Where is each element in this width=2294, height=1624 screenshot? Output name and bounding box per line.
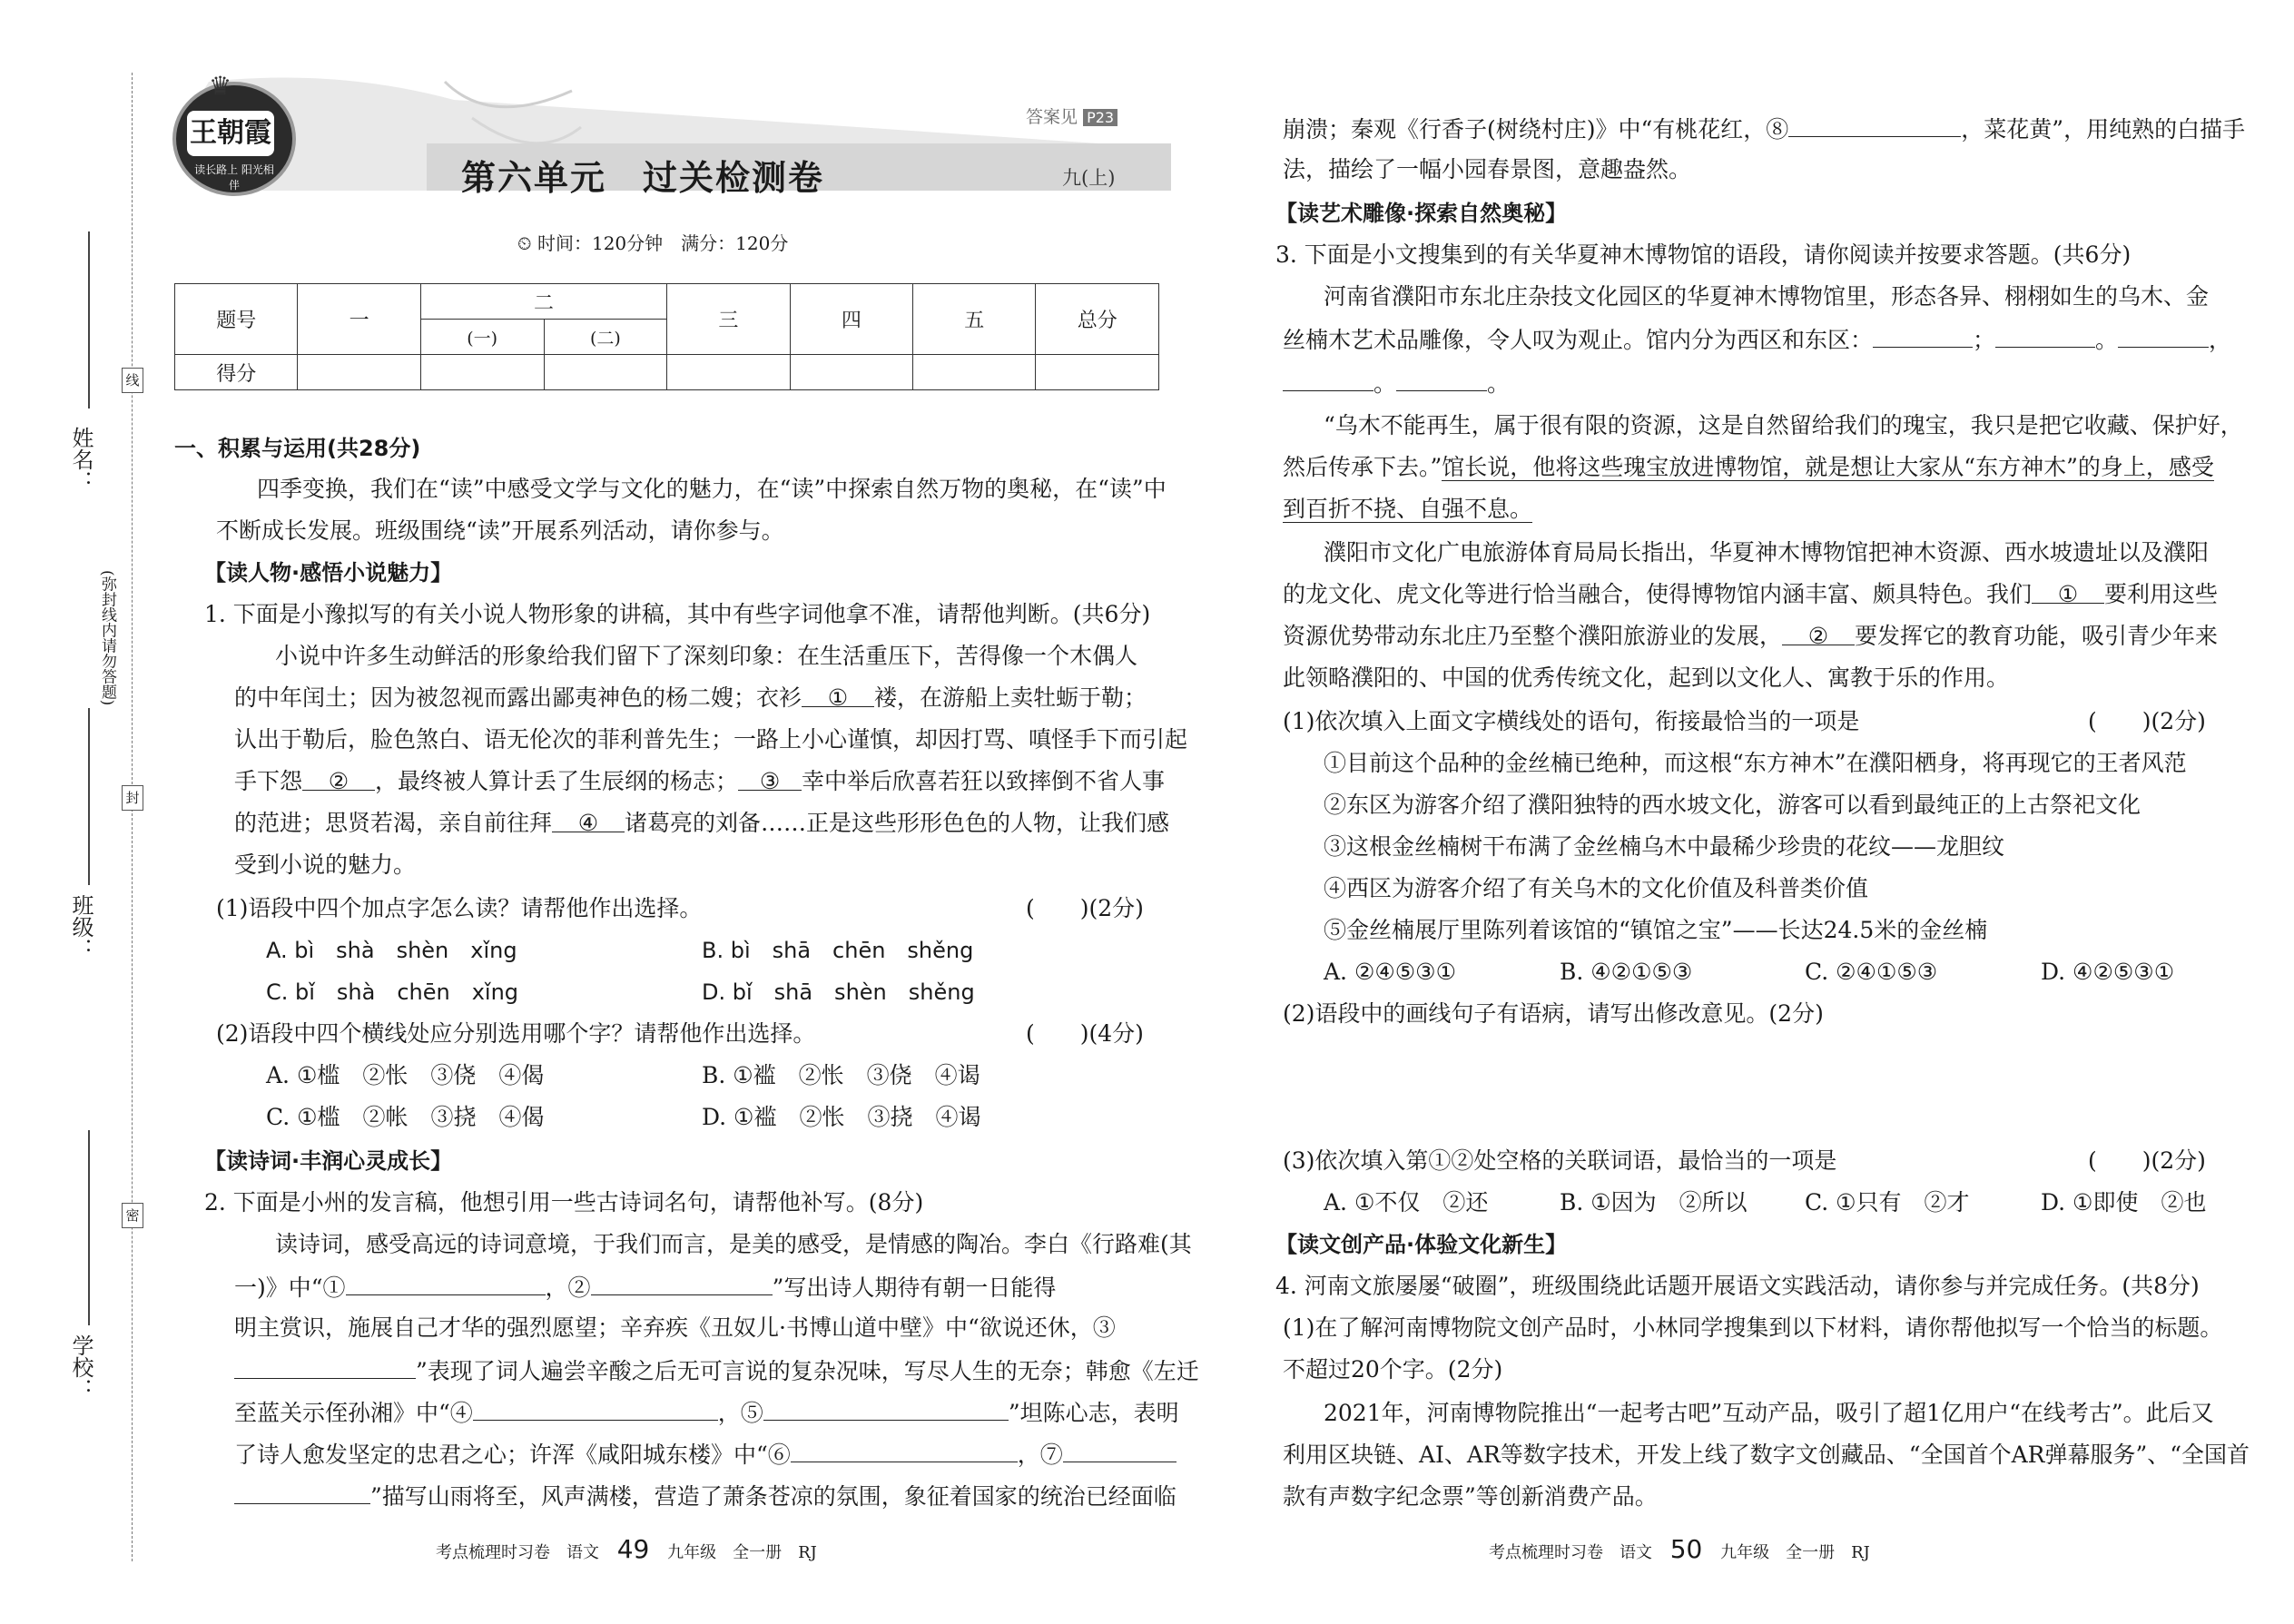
section-heading: 一、积累与运用(共28分) — [174, 436, 421, 461]
table-header: 总分 — [1036, 284, 1159, 355]
grade-tag: 九(上) — [1062, 167, 1116, 189]
sentence-option: ④西区为游客介绍了有关乌木的文化价值及科普类价值 — [1324, 875, 1869, 901]
dashed-seal-line — [132, 73, 133, 1561]
option-a[interactable]: A. ①不仅 ②还 — [1324, 1189, 1489, 1216]
crown-icon: ♛ — [209, 71, 232, 101]
passage-line: 受到小说的魅力。 — [234, 851, 417, 878]
answer-bracket[interactable]: ( )(4分) — [1026, 1020, 1144, 1047]
option-d[interactable]: D. ①即使 ②也 — [2041, 1189, 2207, 1216]
underlined-sentence: 到百折不挠、自强不息。 — [1283, 496, 1533, 522]
table-header: 四 — [790, 284, 912, 355]
option-b[interactable]: B. ④②①⑤③ — [1560, 959, 1693, 985]
subsection-tag: 【读文创产品·体验文化新生】 — [1275, 1232, 1568, 1257]
option-a[interactable]: A. ②④⑤③① — [1324, 959, 1457, 985]
passage-line: 濮阳市文化广电旅游体育局局长指出，华夏神木博物馆把神木资源、西水坡遗址以及濮阳 — [1324, 539, 2210, 566]
table-header: 题号 — [175, 284, 298, 355]
option-c[interactable]: C. ①只有 ②才 — [1805, 1189, 1970, 1216]
option-d[interactable]: D. ④②⑤③① — [2041, 959, 2175, 985]
option-a[interactable]: A. ①槛 ②怅 ③侥 ④偈 — [266, 1062, 545, 1088]
poem-blank-4[interactable] — [473, 1396, 718, 1421]
time-info: ⏲ 时间：120分钟 满分：120分 — [517, 232, 789, 254]
logo-name: 王朝霞 — [187, 111, 274, 156]
fill-blank-4[interactable]: ④ — [552, 808, 625, 832]
passage-line: 明主赏识，施展自己才华的强烈愿望；辛弃疾《丑奴儿·书博山道中壁》中“欲说还休，③ — [234, 1314, 1116, 1341]
name-line[interactable] — [88, 231, 90, 408]
score-cell[interactable] — [544, 355, 667, 390]
fill-blank-2[interactable]: ② — [302, 766, 375, 791]
sub-question: (1)语段中四个加点字怎么读？请帮他作出选择。 — [216, 895, 703, 921]
connective-blank-1[interactable]: ① — [2032, 579, 2104, 604]
passage-line: 。 。 — [1283, 367, 1510, 399]
passage-line: “乌木不能再生，属于很有限的资源，这是自然留给我们的瑰宝，我只是把它收藏、保护好， — [1324, 412, 2243, 438]
table-header: 三 — [667, 284, 790, 355]
class-label: 班级： — [68, 894, 94, 960]
connective-blank-2[interactable]: ② — [1782, 621, 1855, 645]
poem-blank-6[interactable] — [791, 1438, 1018, 1462]
option-b[interactable]: B. ①因为 ②所以 — [1560, 1189, 1748, 1216]
sentence-option: ⑤金丝楠展厅里陈列着该馆的“镇馆之宝”——长达24.5米的金丝楠 — [1324, 917, 1988, 943]
seal-char-box: 封 — [122, 785, 143, 811]
question-stem: 3. 下面是小文搜集到的有关华夏神木博物馆的语段，请你阅读并按要求答题。(共6分) — [1275, 241, 2132, 268]
fill-blank-1[interactable]: ① — [802, 683, 874, 707]
passage-line: 款有声数字纪念票”等创新消费产品。 — [1283, 1483, 1658, 1510]
poem-blank-1[interactable] — [346, 1271, 546, 1295]
answer-page-badge: P23 — [1083, 109, 1117, 126]
passage-line: 的中年闰土；因为被忽视而露出鄙夷神色的杨二嫂；衣衫 ① 褛，在游船上卖牡蛎于勒； — [234, 684, 1147, 711]
seal-char-box: 密 — [122, 1203, 143, 1228]
passage-line: 此领略濮阳的、中国的优秀传统文化，起到以文化人、寓教于乐的作用。 — [1283, 664, 2010, 691]
option-d[interactable]: D. bǐ shā shèn shěng — [702, 979, 975, 1005]
passage-line: 一)》中“① ，② ”写出诗人期待有朝一日能得 — [234, 1271, 1056, 1304]
passage-line: 了诗人愈发坚定的忠君之心；许浑《咸阳城东楼》中“⑥ ，⑦ — [234, 1438, 1177, 1471]
score-cell[interactable] — [913, 355, 1036, 390]
class-line[interactable] — [88, 708, 90, 885]
order-blank-1[interactable] — [1873, 323, 1973, 348]
intro-text: 不断成长发展。班级围绕“读”开展系列活动，请你参与。 — [216, 517, 784, 544]
sub-question: (2)语段中的画线句子有语病，请写出修改意见。(2分) — [1283, 1000, 1824, 1027]
question-stem: 4. 河南文旅屡屡“破圈”，班级围绕此话题开展语文实践活动，请你参与并完成任务。(共8分) — [1275, 1273, 2200, 1299]
order-blank-3[interactable] — [2118, 323, 2209, 348]
sentence-option: ③这根金丝楠树干布满了金丝楠乌木中最稀少珍贵的花纹——龙胆纹 — [1324, 833, 2005, 860]
passage-line: 崩溃；秦观《行香子(树绕村庄)》中“有桃花红，⑧ ，菜花黄”，用纯熟的白描手 — [1283, 113, 2245, 145]
header — [154, 64, 1180, 200]
answer-bracket[interactable]: ( )(2分) — [2088, 708, 2206, 734]
poem-blank-8[interactable] — [1788, 113, 1961, 137]
footer-right: 考点梳理时习卷 语文 50 九年级 全一册 RJ — [1489, 1534, 1870, 1564]
subsection-tag: 【读诗词·丰润心灵成长】 — [204, 1148, 453, 1174]
question-stem: 1. 下面是小豫拟写的有关小说人物形象的讲稿，其中有些字词他拿不准，请帮他判断。(共6分) — [204, 601, 1151, 627]
poem-blank-5[interactable] — [763, 1396, 1009, 1421]
passage-line: 2021年，河南博物院推出“一起考古吧”互动产品，吸引了超1亿用户“在线考古”。此后又 — [1324, 1400, 2214, 1426]
passage-line: ”描写山雨将至，风声满楼，营造了萧条苍凉的氛围，象征着国家的统治已经面临 — [234, 1480, 1177, 1512]
table-subheader: (二) — [544, 320, 667, 355]
sub-question: 不超过20个字。(2分) — [1283, 1356, 1503, 1383]
sub-question: (1)在了解河南博物院文创产品时，小林同学搜集到以下材料，请你帮他拟写一个恰当的标题。 — [1283, 1314, 2223, 1341]
option-b[interactable]: B. bì shā chēn shěng — [702, 938, 974, 963]
logo-motto: 读长路上 阳光相伴 — [194, 163, 274, 192]
passage-line: 丝楠木艺术品雕像，令人叹为观止。馆内分为西区和东区： ； 。 ， — [1283, 323, 2231, 356]
page-number: 50 — [1669, 1534, 1703, 1564]
score-cell[interactable] — [667, 355, 790, 390]
passage-line: 法，描绘了一幅小园春景图，意趣盎然。 — [1283, 156, 1692, 182]
fill-blank-3[interactable]: ③ — [738, 766, 802, 791]
passage-line: 利用区块链、AI、AR等数字技术，开发上线了数字文创藏品、“全国首个AR弹幕服务”、“全国首 — [1283, 1442, 2250, 1468]
passage-line: 然后传承下去。”馆长说，他将这些瑰宝放进博物馆，就是想让大家从“东方神木”的身上，感受 — [1283, 454, 2214, 480]
answer-bracket[interactable]: ( )(2分) — [1026, 895, 1144, 921]
sub-question: (1)依次填入上面文字横线处的语句，衔接最恰当的一项是 — [1283, 708, 1860, 734]
passage-line: 河南省濮阳市东北庄杂技文化园区的华夏神木博物馆里，形态各异、栩栩如生的乌木、金 — [1324, 283, 2210, 310]
seal-note: (弥封线内请勿答题) — [98, 570, 116, 706]
option-c[interactable]: C. ①槛 ②帐 ③挠 ④偈 — [266, 1104, 545, 1130]
poem-blank-7-cont[interactable] — [234, 1480, 370, 1504]
passage-line: 的范进；思贤若渴，亲自前往拜 ④ 诸葛亮的刘备……正是这些形形色色的人物，让我们感 — [234, 810, 1170, 836]
score-cell[interactable] — [298, 355, 420, 390]
table-row-label: 得分 — [175, 355, 298, 390]
option-c[interactable]: C. ②④①⑤③ — [1805, 959, 1938, 985]
question-stem: 2. 下面是小州的发言稿，他想引用一些古诗词名句，请帮他补写。(8分) — [204, 1189, 924, 1216]
passage-line — [1283, 494, 1532, 525]
name-label: 姓名： — [68, 427, 94, 492]
passage-line: 小说中许多生动鲜活的形象给我们留下了深刻印象：在生活重压下，苦得像一个木偶人 — [275, 643, 1138, 669]
underlined-sentence: 馆长说，他将这些瑰宝放进博物馆，就是想让大家从“东方神木”的身上，感受 — [1442, 454, 2214, 480]
passage-line: 资源优势带动东北庄乃至整个濮阳旅游业的发展， ② 要发挥它的教育功能，吸引青少年来 — [1283, 623, 2219, 649]
sentence-option: ①目前这个品种的金丝楠已绝种，而这根“东方神木”在濮阳栖身，将再现它的王者风范 — [1324, 750, 2187, 776]
score-cell[interactable] — [420, 355, 544, 390]
poem-blank-7[interactable] — [1063, 1438, 1177, 1462]
seal-char-box: 线 — [122, 368, 143, 393]
intro-text: 四季变换，我们在“读”中感受文学与文化的魅力，在“读”中探索自然万物的奥秘，在“读”中 — [257, 476, 1167, 502]
answer-bracket[interactable]: ( )(2分) — [2088, 1147, 2206, 1174]
passage-line: 的龙文化、虎文化等进行恰当融合，使得博物馆内涵丰富、颇具特色。我们 ① 要利用这些 — [1283, 581, 2219, 607]
table-header: 一 — [298, 284, 420, 355]
page-title: 第六单元 过关检测卷 — [461, 157, 825, 198]
subsection-tag: 【读人物·感悟小说魅力】 — [204, 560, 453, 586]
order-blank-2[interactable] — [1995, 323, 2095, 348]
sentence-option: ②东区为游客介绍了濮阳独特的西水坡文化，游客可以看到最纯正的上古祭祀文化 — [1324, 792, 2141, 818]
sub-question: (2)语段中四个横线处应分别选用哪个字？请帮他作出选择。 — [216, 1020, 816, 1047]
answer-ref: 答案见 P23 — [1026, 103, 1117, 128]
poem-blank-3[interactable] — [234, 1354, 416, 1379]
option-b[interactable]: B. ①褴 ②怅 ③侥 ④谒 — [702, 1062, 980, 1088]
passage-line: 手下怨 ② ，最终被人算计丢了生辰纲的杨志； ③ 幸中举后欣喜若狂以致摔倒不省人事 — [234, 768, 1166, 794]
poem-blank-2[interactable] — [591, 1271, 773, 1295]
binding-strip — [0, 0, 168, 1624]
page-number: 49 — [616, 1534, 650, 1564]
passage-line: 读诗词，感受高远的诗词意境，于我们而言，是美的感受，是情感的陶冶。李白《行路难(其 — [275, 1231, 1192, 1257]
score-table — [174, 283, 1159, 390]
clock-icon: ⏲ — [517, 232, 532, 254]
option-c[interactable]: C. bǐ shà chēn xǐng — [266, 979, 519, 1005]
passage-line: 认出于勒后，脸色煞白、语无伦次的菲利普先生；一路上小心谨慎，却因打骂、嗔怪手下而引起 — [234, 726, 1188, 753]
score-cell[interactable] — [1036, 355, 1159, 390]
order-blank-4[interactable] — [1283, 367, 1373, 391]
school-line[interactable] — [88, 1130, 90, 1325]
option-a[interactable]: A. bì shà shèn xǐng — [266, 938, 517, 963]
passage-line: 至蓝关示侄孙湘》中“④ ，⑤ ”坦陈心志，表明 — [234, 1396, 1179, 1429]
option-d[interactable]: D. ①褴 ②怅 ③挠 ④谒 — [702, 1104, 981, 1130]
passage-line: ”表现了词人遍尝辛酸之后无可言说的复杂况味，写尽人生的无奈；韩愈《左迁 — [234, 1354, 1199, 1387]
score-cell[interactable] — [790, 355, 912, 390]
order-blank-5[interactable] — [1396, 367, 1487, 391]
sub-question: (3)依次填入第①②处空格的关联词语，最恰当的一项是 — [1283, 1147, 1837, 1174]
footer-left: 考点梳理时习卷 语文 49 九年级 全一册 RJ — [436, 1534, 817, 1564]
subsection-tag: 【读艺术雕像·探索自然奥秘】 — [1275, 201, 1568, 226]
table-header: 五 — [913, 284, 1036, 355]
table-header: 二 — [420, 284, 666, 320]
table-subheader: (一) — [420, 320, 544, 355]
school-label: 学校： — [68, 1334, 94, 1400]
answer-area[interactable] — [1283, 1035, 2218, 1135]
